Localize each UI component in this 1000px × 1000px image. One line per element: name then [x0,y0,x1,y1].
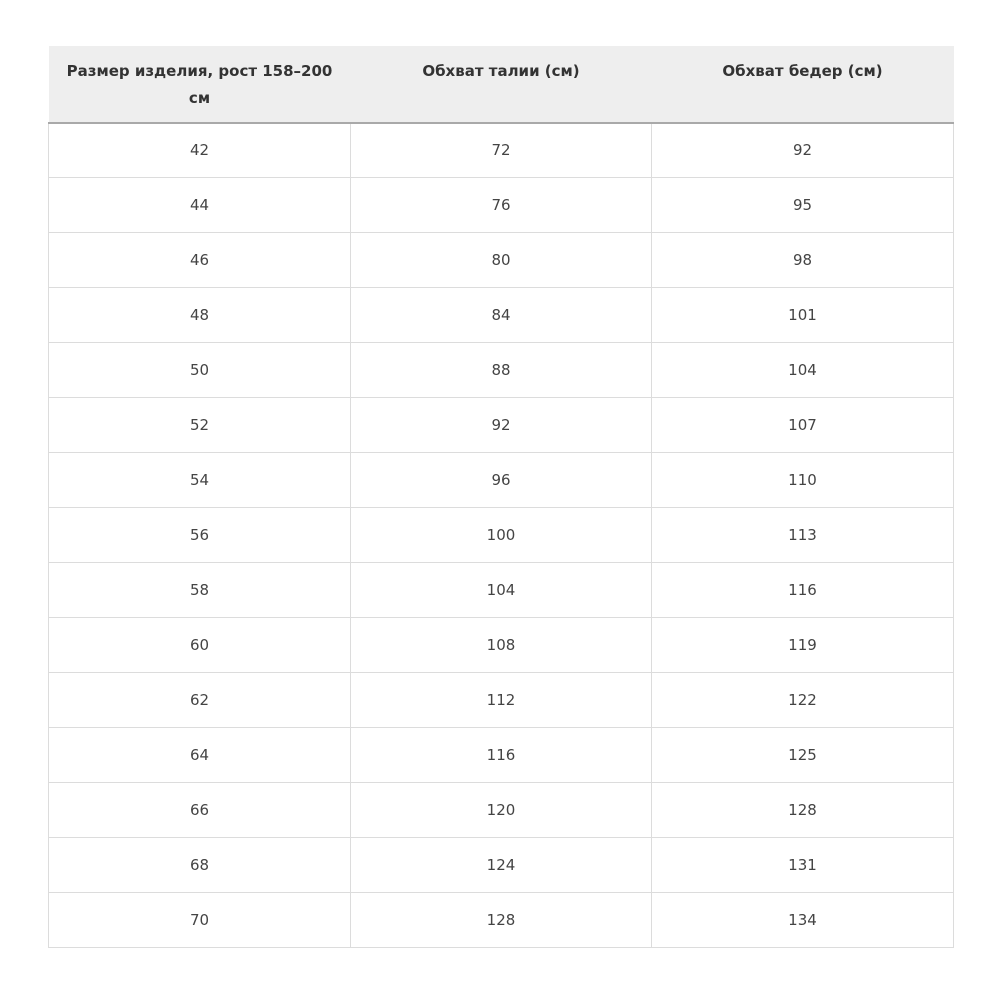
cell-hips: 113 [652,507,954,562]
cell-size: 70 [49,892,351,947]
cell-size: 56 [49,507,351,562]
header-waist: Обхват талии (см) [351,46,652,123]
cell-waist: 108 [351,617,652,672]
cell-size: 44 [49,177,351,232]
cell-waist: 88 [351,342,652,397]
table-row [49,837,954,892]
table-row [49,177,954,232]
cell-waist: 80 [351,232,652,287]
cell-size: 48 [49,287,351,342]
cell-size: 66 [49,782,351,837]
cell-hips: 125 [652,727,954,782]
table-row [49,672,954,727]
cell-waist: 72 [351,123,652,177]
table-row [49,452,954,507]
cell-waist: 116 [351,727,652,782]
table-body [49,123,954,947]
cell-hips: 95 [652,177,954,232]
table-row [49,397,954,452]
cell-waist: 96 [351,452,652,507]
table-row [49,617,954,672]
cell-waist: 76 [351,177,652,232]
header-size-height: Размер изделия, рост 158–200 см [49,46,351,123]
cell-waist: 120 [351,782,652,837]
cell-waist: 104 [351,562,652,617]
table-row [49,892,954,947]
table-row [49,507,954,562]
cell-size: 64 [49,727,351,782]
table-row [49,287,954,342]
cell-waist: 112 [351,672,652,727]
cell-waist: 84 [351,287,652,342]
cell-hips: 104 [652,342,954,397]
table-row [49,782,954,837]
cell-size: 62 [49,672,351,727]
cell-size: 60 [49,617,351,672]
cell-hips: 119 [652,617,954,672]
table-row [49,727,954,782]
cell-hips: 92 [652,123,954,177]
header-row [49,46,954,123]
cell-waist: 100 [351,507,652,562]
cell-size: 42 [49,123,351,177]
table-header [49,46,954,123]
cell-size: 68 [49,837,351,892]
cell-hips: 122 [652,672,954,727]
cell-hips: 134 [652,892,954,947]
cell-waist: 92 [351,397,652,452]
cell-size: 50 [49,342,351,397]
table-row [49,232,954,287]
cell-hips: 110 [652,452,954,507]
cell-size: 58 [49,562,351,617]
cell-size: 52 [49,397,351,452]
size-chart-table [48,46,954,948]
cell-waist: 128 [351,892,652,947]
header-hips: Обхват бедер (см) [652,46,954,123]
cell-hips: 107 [652,397,954,452]
table-row [49,342,954,397]
cell-size: 46 [49,232,351,287]
cell-hips: 131 [652,837,954,892]
cell-waist: 124 [351,837,652,892]
cell-hips: 128 [652,782,954,837]
cell-size: 54 [49,452,351,507]
cell-hips: 98 [652,232,954,287]
cell-hips: 101 [652,287,954,342]
table-row [49,123,954,177]
cell-hips: 116 [652,562,954,617]
table-row [49,562,954,617]
